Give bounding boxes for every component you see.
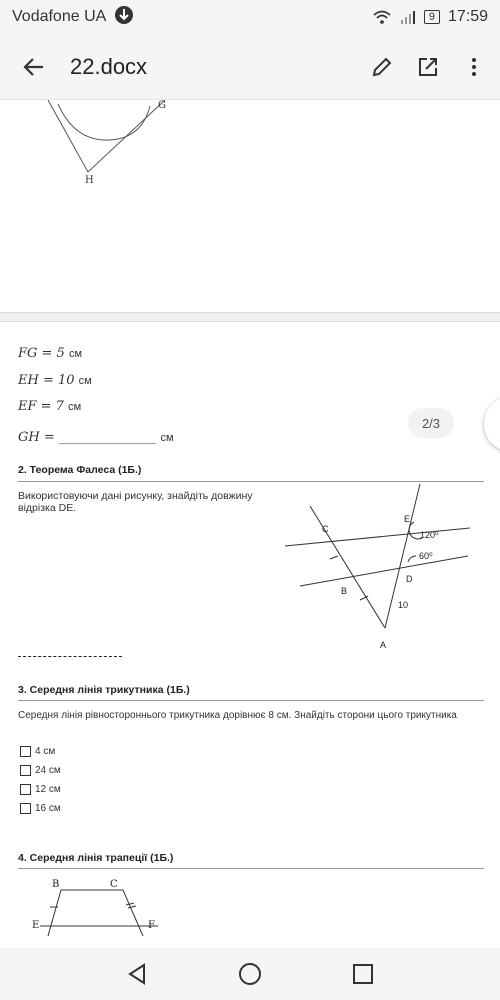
carrier-name: Vodafone UA xyxy=(12,8,107,25)
signal-icon xyxy=(400,9,416,25)
label-angle-120: 120⁰ xyxy=(420,530,439,540)
back-button[interactable] xyxy=(14,47,54,87)
open-in-new-icon xyxy=(417,56,439,78)
label-b: B xyxy=(52,879,60,890)
given-eh: EH = 10 см xyxy=(18,373,92,388)
label-g: G xyxy=(158,100,166,111)
label-f: F xyxy=(148,920,155,931)
checkbox-icon xyxy=(20,765,31,776)
checkbox-icon xyxy=(20,803,31,814)
label-b: B xyxy=(341,586,348,596)
clock: 17:59 xyxy=(447,8,488,25)
thales-figure xyxy=(280,476,480,656)
document-title: 22.docx xyxy=(70,53,148,79)
label-e: E xyxy=(32,920,40,931)
task2-text-line2: відрізка DE. xyxy=(18,502,77,514)
app-bar xyxy=(0,34,500,100)
checkbox-icon xyxy=(20,746,31,757)
square-recents-icon xyxy=(351,962,375,986)
option-16-cm[interactable]: 16 см xyxy=(20,803,61,814)
edit-button[interactable] xyxy=(362,47,402,87)
document-view[interactable] xyxy=(0,100,500,948)
nav-recents-button[interactable] xyxy=(343,954,383,994)
option-24-cm[interactable]: 24 см xyxy=(20,765,61,776)
task2-text-line1: Використовуючи дані рисунку, знайдіть довжину xyxy=(18,490,253,502)
page-separator xyxy=(0,312,500,322)
label-a: A xyxy=(380,640,387,650)
task2-heading: 2. Теорема Фалеса (1Б.) xyxy=(18,464,142,476)
unknown-gh: GH = _______________ см xyxy=(18,430,174,445)
nav-home-button[interactable] xyxy=(230,954,270,994)
system-nav-bar xyxy=(0,948,500,1000)
trapezoid-figure xyxy=(28,876,178,948)
label-angle-60: 60⁰ xyxy=(419,551,433,561)
label-10: 10 xyxy=(398,600,409,610)
open-external-button[interactable] xyxy=(408,47,448,87)
option-12-cm[interactable]: 12 см xyxy=(20,784,61,795)
more-options-button[interactable] xyxy=(454,47,494,87)
data-saver-icon xyxy=(114,5,134,30)
given-ef: EF = 7 см xyxy=(18,399,82,414)
label-c: C xyxy=(110,879,118,890)
arrow-back-icon xyxy=(23,56,45,78)
label-e: E xyxy=(404,514,411,524)
checkbox-icon xyxy=(20,784,31,795)
fast-scroll-handle[interactable] xyxy=(484,396,500,452)
triangle-back-icon xyxy=(125,962,149,986)
label-d: D xyxy=(406,574,413,584)
more-vert-icon xyxy=(463,56,485,78)
task3-text: Середня лінія рівностороннього трикутника дорівнює 8 см. Знайдіть сторони цього трикутника xyxy=(18,710,457,721)
page-indicator: 2/3 xyxy=(408,408,454,438)
circle-triangle-figure xyxy=(30,100,190,190)
option-4-cm[interactable]: 4 см xyxy=(20,746,55,757)
label-h: H xyxy=(85,175,94,186)
nav-back-button[interactable] xyxy=(117,954,157,994)
pencil-icon xyxy=(371,56,393,78)
status-bar xyxy=(0,0,500,34)
task2-answer-line[interactable] xyxy=(18,656,122,657)
divider xyxy=(18,868,484,869)
circle-home-icon xyxy=(238,962,262,986)
divider xyxy=(18,700,484,701)
label-c: C xyxy=(322,524,329,534)
task4-heading: 4. Середня лінія трапеції (1Б.) xyxy=(18,852,174,864)
task3-heading: 3. Середня лінія трикутника (1Б.) xyxy=(18,684,190,696)
wifi-icon xyxy=(372,9,392,25)
battery-icon: 9 xyxy=(424,10,440,24)
given-fg: FG = 5 см xyxy=(18,346,83,361)
